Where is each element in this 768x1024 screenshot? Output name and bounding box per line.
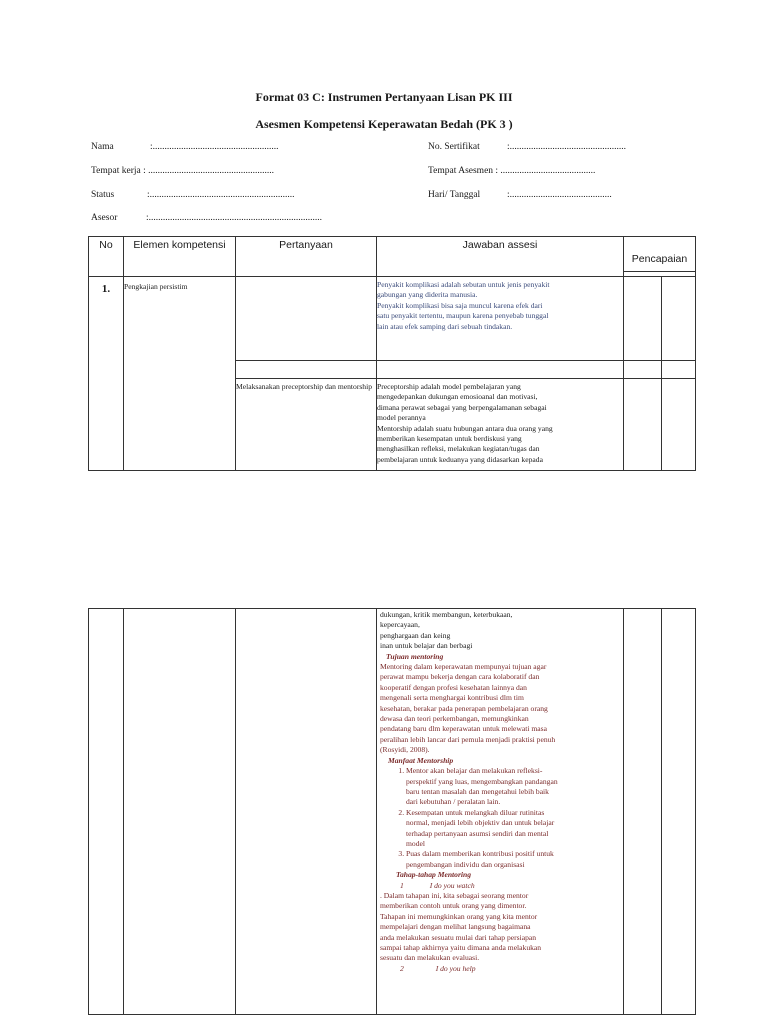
answer-line: Tahapan ini memungkinkan orang yang kita mentor [380,911,538,921]
jawaban-cell-3 [377,379,624,471]
list-line: baru tentan masalah dan mengetahui lebih baik [406,786,549,796]
answer-line: peralihan lebih lancar dari pemula menjadi praktisi penuh [380,734,556,744]
no-sertifikat-label: No. Sertifikat [428,142,480,152]
list-line: terhadap pertanyaan asumsi sendiri dan mental [406,828,549,838]
hari-tanggal-label: Hari/ Tanggal [428,190,481,200]
list-item [406,808,620,850]
table-header-row [89,237,696,277]
assessment-table [88,236,696,471]
status-label: Status [91,190,115,200]
pencapaian-cell[interactable] [624,379,662,471]
answer-line: kooperatif dengan profesi kesehatan lainnya dan [380,682,527,692]
answer-line: Penyakit komplikasi bisa saja muncul karena efek dari [377,300,543,310]
answer-line: Mentorship adalah suatu hubungan antara dua orang yang [377,423,553,433]
table-row [89,277,696,361]
jawaban-cell-1 [377,277,624,361]
answer-line: gabungan yang diderita manusia. [377,290,478,300]
list-line: 3. Puas dalam memberikan kontribusi positif untuk [406,849,554,859]
list-line: perspektif yang luas, mengembangkan pandangan [406,776,558,786]
tempat-asesmen-label: Tempat Asesmen : [428,166,499,176]
elemen-cell [124,609,236,1015]
pencapaian-cell[interactable] [624,277,662,361]
list-line: pengembangan individu dan organisasi [406,859,525,869]
page-title: Format 03 C: Instrumen Pertanyaan Lisan PK III [255,90,513,104]
step-1-text [380,891,620,964]
row-number: 1. [89,277,124,471]
answer-line: Preceptorship adalah model pembelajaran yang [377,382,521,391]
answer-line: mengedepankan dukungan emosioanal dan motivasi, [377,392,538,402]
step-1-row [380,881,620,891]
answer-line: memberikan kesempatan untuk berdiskusi yang [377,434,522,444]
answer-line: menghasilkan refleksi, melakukan kegiatan/tugas dan [377,444,540,454]
hari-tanggal-field [428,190,612,200]
step-1-number: 1 [400,880,404,890]
asesor-value: :......................................................................... [146,213,323,223]
hari-tanggal-value: :........................................... [507,190,612,200]
pertanyaan-cell-2 [236,361,377,379]
list-line: 1. Mentor akan belajar dan melakukan refleksi- [406,766,543,776]
jawaban-cell [377,609,624,1015]
nama-value: :..................................................... [150,142,279,152]
pencapaian-cell[interactable] [662,609,696,1015]
asesor-field [91,213,323,223]
table-row [89,609,696,1015]
pencapaian-cell[interactable] [662,361,696,379]
answer-line: memberikan contoh untuk orang yang dimentor. [380,901,527,911]
step-2-number: 2 [400,963,404,973]
answer-line: Penyakit komplikasi adalah sebutan untuk jenis penyakit [377,280,550,289]
tempat-kerja-value: ..................................................... [148,166,274,176]
nama-label: Nama [91,142,114,152]
no-cell [89,609,124,1015]
list-item [406,849,620,870]
pencapaian-cell[interactable] [662,277,696,361]
tahap-heading: Tahap-tahap Mentoring [396,870,472,880]
answer-line: kesehatan, berakar pada penerapan pembelajaran orang [380,703,548,713]
answer-line: perawat mampu bekerja dengan cara kolaboratif dan [380,672,540,682]
tempat-asesmen-value: ........................................ [500,166,596,176]
pencapaian-cell[interactable] [624,361,662,379]
manfaat-heading: Manfaat Mentorship [388,755,454,765]
tempat-asesmen-field [428,166,595,176]
answer-line: penghargaan dan keing [380,630,451,640]
answer-line: sampai tahap akhirnya yaitu dimana anda melakukan [380,943,542,952]
header-no: No [89,237,124,277]
elemen-cell: Pengkajian persistim [124,277,236,471]
page-subtitle: Asesmen Kompetensi Keperawatan Bedah (PK 3 ) [255,117,513,131]
pertanyaan-cell [236,609,377,1015]
answer-line: sesuatu dan melakukan evaluasi. [380,953,480,963]
pencapaian-cell[interactable] [662,379,696,471]
list-line: dari kebutuhan / peralatan lain. [406,797,501,807]
step-1-label: I do you watch [429,880,475,890]
list-line: model [406,838,425,848]
answer-line: . Dalam tahapan ini, kita sebagai seorang mentor [380,890,529,900]
answer-line: pendatang baru dlm keperawatan untuk melewati masa [380,724,547,734]
header-pencapaian: Pencapaian [631,253,688,265]
tempat-kerja-field [91,166,274,176]
tujuan-heading: Tujuan mentoring [386,651,444,661]
answer-line: anda melakukan sesuatu mulai dari tahap persiapan [380,932,537,942]
status-value: :............................................................. [147,190,295,200]
asesor-label: Asesor [91,213,118,223]
no-sertifikat-field [428,142,627,152]
answer-line: pembelajaran untuk keduanya yang didasarkan kepada [377,454,543,464]
answer-line: mempelajari dengan melihat langsung bagaimana [380,922,531,932]
list-line: 2. Kesempatan untuk melangkah diluar rutinitas [406,807,545,817]
manfaat-list [380,766,620,870]
answer-line: inan untuk belajar dan berbagi [380,641,473,651]
answer-line: (Rosyidi, 2008). [380,745,430,755]
no-sertifikat-value: :................................................. [507,142,627,152]
step-2-row [380,964,620,974]
list-item [406,766,620,808]
pertanyaan-cell-1 [236,277,377,361]
jawaban-cell-2 [377,361,624,379]
answer-line: lain atau efek samping dari sebuah tindakan. [377,321,513,331]
header-pencapaian-cell [624,237,696,277]
continuation-table [88,608,696,1015]
status-field [91,190,295,200]
answer-line: mengenali serta menghargai kontribusi dlm tim [380,693,524,703]
tujuan-text [380,662,620,756]
pencapaian-cell[interactable] [624,609,662,1015]
answer-line: dimana perawat sebagai yang berpengalamanan sebagai [377,402,547,412]
answer-line: Mentoring dalam keperawatan mempunyai tujuan agar [380,662,547,672]
tempat-kerja-label: Tempat kerja : [91,166,146,176]
answer-line: model perannya [377,413,426,423]
pencapaian-divider [624,271,695,276]
header-elemen: Elemen kompetensi [124,237,236,277]
answer-line: kepercayaan, [380,620,420,630]
header-pertanyaan: Pertanyaan [236,237,377,277]
step-2-label: I do you help [435,963,476,973]
answer-line: satu penyakit tertentu, maupun karena penyebab tunggal [377,311,549,321]
header-jawaban: Jawaban assesi [377,237,624,277]
answer-line: dukungan, kritik membangun, keterbukaan, [380,610,513,619]
nama-field [91,142,279,152]
pertanyaan-cell-3: Melaksanakan preceptorship dan mentorship [236,379,377,471]
answer-line: dewasa dan teori perkembangan, memungkinkan [380,714,529,724]
list-line: normal, menjadi lebih objektiv dan untuk belajar [406,818,555,828]
